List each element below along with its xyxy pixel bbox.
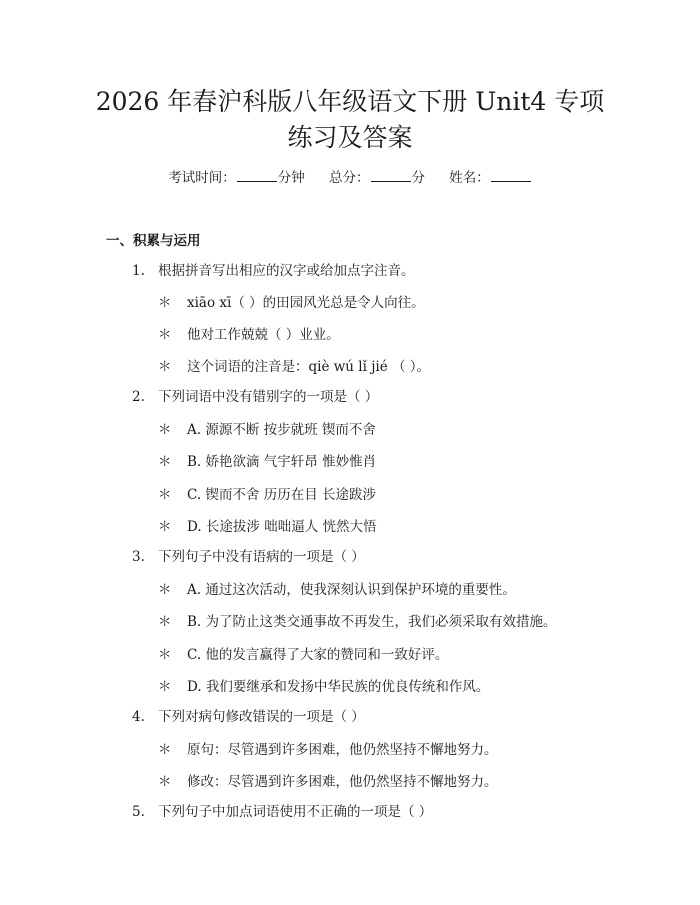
exam-time-field <box>168 169 305 187</box>
option-b <box>158 613 557 631</box>
list-item <box>158 326 340 344</box>
question-4 <box>132 708 365 726</box>
question-text: 根据拼音写出相应的汉字或给加点字注音。 <box>158 263 415 279</box>
list-item <box>158 294 425 312</box>
exam-time-label: 考试时间： <box>168 170 236 186</box>
list-item <box>158 358 430 376</box>
bullet-icon: ＊ <box>158 774 172 790</box>
bullet-icon: ＊ <box>158 679 172 695</box>
bullet-icon: ＊ <box>158 454 172 470</box>
name-label: 姓名： <box>449 170 490 186</box>
bullet-icon: ＊ <box>158 582 172 598</box>
option-text: A. 通过这次活动，使我深刻认识到保护环境的重要性。 <box>187 582 516 598</box>
question-text: 下列句子中加点词语使用不正确的一项是（ ） <box>158 804 433 820</box>
total-score-blank <box>371 169 411 182</box>
question-number: 1. <box>132 263 145 279</box>
option-d <box>158 678 489 696</box>
exam-info <box>0 169 700 187</box>
section-heading: 一、积累与运用 <box>106 233 201 249</box>
question-3 <box>132 548 365 566</box>
item-text: 原句：尽管遇到许多困难，他仍然坚持不懈地努力。 <box>187 742 498 758</box>
total-score-label: 总分： <box>329 170 370 186</box>
item-text: 他对工作兢兢（ ）业业。 <box>187 327 340 343</box>
document-title-line-1: 2026 年春沪科版八年级语文下册 Unit4 专项 <box>95 87 605 116</box>
question-number: 4. <box>132 709 145 725</box>
question-text: 下列对病句修改错误的一项是（ ） <box>158 709 365 725</box>
option-c <box>158 486 376 504</box>
name-field <box>449 169 532 187</box>
option-text: B. 娇艳欲滴 气宇轩昂 惟妙惟肖 <box>187 454 377 470</box>
option-text: D. 长途拔涉 咄咄逼人 恍然大悟 <box>187 519 377 535</box>
item-text: 修改：尽管遇到许多困难，他仍然坚持不懈地努力。 <box>187 774 498 790</box>
bullet-icon: ＊ <box>158 327 172 343</box>
bullet-icon: ＊ <box>158 519 172 535</box>
option-text: A. 源源不断 按步就班 锲而不舍 <box>187 422 376 438</box>
option-b <box>158 453 376 471</box>
option-d <box>158 518 377 536</box>
item-text: xiāo xī（ ）的田园风光总是令人向往。 <box>187 295 425 311</box>
bullet-icon: ＊ <box>158 647 172 663</box>
question-text: 下列词语中没有错别字的一项是（ ） <box>158 389 379 405</box>
option-text: B. 为了防止这类交通事故不再发生，我们必须采取有效措施。 <box>187 614 557 630</box>
option-a <box>158 581 516 599</box>
total-score-field <box>329 169 425 187</box>
option-text: D. 我们要继承和发扬中华民族的优良传统和作风。 <box>187 679 490 695</box>
bullet-icon: ＊ <box>158 295 172 311</box>
bullet-icon: ＊ <box>158 359 172 375</box>
question-2 <box>132 388 378 406</box>
document-title-line-2: 练习及答案 <box>287 123 413 152</box>
list-item <box>158 741 498 759</box>
exam-time-unit: 分钟 <box>277 170 305 186</box>
exam-time-blank <box>237 169 277 182</box>
bullet-icon: ＊ <box>158 487 172 503</box>
question-number: 5. <box>132 804 145 820</box>
name-blank <box>491 169 531 182</box>
question-5 <box>132 803 432 821</box>
bullet-icon: ＊ <box>158 614 172 630</box>
option-text: C. 他的发言赢得了大家的赞同和一致好评。 <box>187 647 449 663</box>
question-number: 3. <box>132 549 145 565</box>
question-1 <box>132 262 415 280</box>
item-text: 这个词语的注音是：qiè wú lǐ jié （ ）。 <box>187 359 431 375</box>
bullet-icon: ＊ <box>158 422 172 438</box>
option-a <box>158 421 376 439</box>
question-number: 2. <box>132 389 145 405</box>
question-text: 下列句子中没有语病的一项是（ ） <box>158 549 365 565</box>
option-c <box>158 646 448 664</box>
option-text: C. 锲而不舍 历历在目 长途跋涉 <box>187 487 377 503</box>
bullet-icon: ＊ <box>158 742 172 758</box>
list-item <box>158 773 498 791</box>
total-score-unit: 分 <box>411 170 425 186</box>
